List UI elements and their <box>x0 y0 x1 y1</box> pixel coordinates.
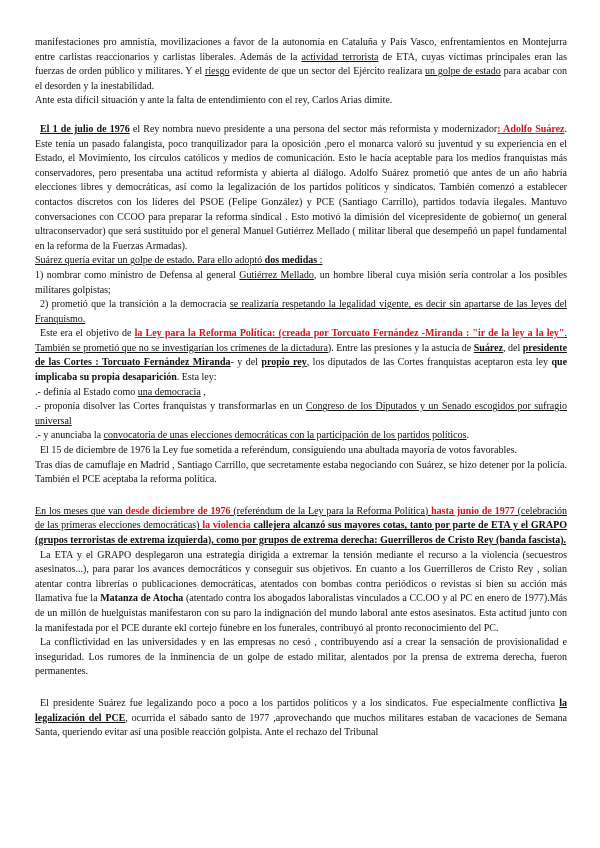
paragraph-suarez-appointed: El 1 de julio de 1976 el Rey nombra nuevo presidente a una persona del sector más reformista y modernizador: Adolfo Suárez. Este tenía un pasado falangista, poco tranquilizador para la oposición ,pero el monarca valoró su juventud y su experiencia en el Estado, el Movimiento, los círculos católicos y medios de comunicación. Esto le hacía aceptable para los medios franquistas más conservadores, pero presentaba una actitud reformista y abierta al diálogo. Adolfo Suárez prometió que antes de un año habría elecciones libres y democráticas, así como la legalización de los partidos políticos y sindicatos. También comenzó a establecer contactos discretos con los líderes del PSOE (Felipe González) y PCE (Santiago Carrillo), partidos todavía ilegales. Mantuvo conversaciones con CCOO para preparar la reforma sindical . Esto motivó la dimisión del vicepresidente de gobierno( un general ultraconservador) que será sustituido por el general Manuel Gutiérrez Mellado ( militar liberal que desempeñó un papel fundamental en la reforma de la Fuerzas Armadas). <box>35 123 567 252</box>
list-item-law-cortes: .- proponía disolver las Cortes franquistas y transformarlas en un Congreso de los Diputados y un Senado escogidos por sufragio universal <box>35 401 567 427</box>
list-item-measure-1: 1) nombrar como ministro de Defensa al general Gutiérrez Mellado, un hombre liberal cuya misión sería controlar a los posibles militares golpistas; <box>35 269 567 296</box>
paragraph-arias-resigns: Ante esta difícil situación y ante la falta de entendimiento con el rey, Carlos Arias dimite. <box>35 95 393 107</box>
paragraph-conflict: La conflictividad en las universidades y en las empresas no cesó , contribuyendo así a crear la sensación de provisionalidad e inseguridad. Los rumores de la inminencia de un golpe de estado militar, alentados por la prensa de extrema derecha, fueron permanentes. <box>35 637 567 678</box>
list-item-measure-2: 2) prometió que la transición a la democracia se realizaría respetando la legalidad vigente, es decir sin apartarse de las leyes del Franquismo. <box>35 299 568 325</box>
paragraph-carrillo: Tras días de camuflaje en Madrid , Santiago Carrillo, que secretamente estaba negociando con Suárez, se hizo detener por la policía. También el PCE aceptaba la reforma política. <box>35 459 567 486</box>
list-item-law-democracy: .- definía al Estado como una democracia , <box>35 386 206 398</box>
paragraph-violence: En los meses que van desde diciembre de 1976 (referéndum de la Ley para la Reforma Política) hasta junio de 1977 (celebración de las primeras elecciones democráticas) la violencia callejera alcanzó sus mayores cotas, tanto por parte de ETA y el GRAPO (grupos terroristas de extrema izquierda), como por grupos de extrema derecha: Guerrilleros de Cristo Rey (banda fascista). <box>35 505 568 546</box>
paragraph-legalization: El presidente Suárez fue legalizando poco a poco a los partidos políticos y a los sindicatos. Fue especialmente conflictiva la legalización del PCE, ocurrida el sábado santo de 1977 ,aprovechando que muchos militares estaban de vacaciones de Semana Santa, queriendo evitar así una posible reacción golpista. Ante el rechazo del Tribunal <box>35 697 567 739</box>
paragraph-eta-grapo: La ETA y el GRAPO desplegaron una estrategia dirigida a extremar la tensión mediante el recurso a la violencia (secuestros asesinatos...), para parar los avances democráticos y conseguir sus objetivos. En cuanto a los Guerrilleros de Cristo Rey , solían atentar contra librerías o publicaciones democráticas, atentados con bombas contra periódicos o revistas si bien su acción más llamativa fue la Matanza de Atocha (atentado contra los abogados laboralistas vinculados a CC.OO y al PC en enero de 1977).Más de un millón de huelguistas manifestaron con su paro la indignación del mundo laboral ante estos asesinatos. Esta actitud junto con la manifestada por el PCE durante ekl cortejo fúnebre en los funerales, contribuyó al pronto reconocimiento del PC. <box>35 549 567 634</box>
paragraph-referendum: El 15 de diciembre de 1976 la Ley fue sometida a referéndum, consiguiendo una abultada mayoría de votos favorables. <box>40 445 518 457</box>
paragraph-demands: manifestaciones pro amnistía, movilizaciones a favor de la autonomía en Cataluña y País Vasco, enfrentamientos en Montejurra entre carlistas reaccionarios y carlistas liberales. Además de la actividad terrorista de ETA, cuyas víctimas principales eran las fuerzas de orden público y militares. Y el riesgo evidente de que un sector del Ejército realizara un golpe de estado para acabar con el desorden y la inestabilidad. <box>35 37 568 92</box>
document-page <box>35 36 567 741</box>
paragraph-two-measures: Suárez quería evitar un golpe de estado. Para ello adoptó dos medidas : <box>35 255 323 267</box>
paragraph-reform-law: Este era el objetivo de la Ley para la Reforma Política: (creada por Torcuato Fernández -Miranda : "ir de la ley a la ley". También se prometió que no se investigarían los crímenes de la dictadura). Entre las presiones y la astucia de Suárez, del presidente de las Cortes : Torcuato Fernández Miranda- y del propio rey, los diputados de las Cortes franquistas aceptaron esta ley que implicaba su propia desaparición. Esta ley: <box>35 328 568 384</box>
list-item-law-elections: .- y anunciaba la convocatoria de unas elecciones democráticas con la participación de los partidos políticos. <box>35 430 470 442</box>
